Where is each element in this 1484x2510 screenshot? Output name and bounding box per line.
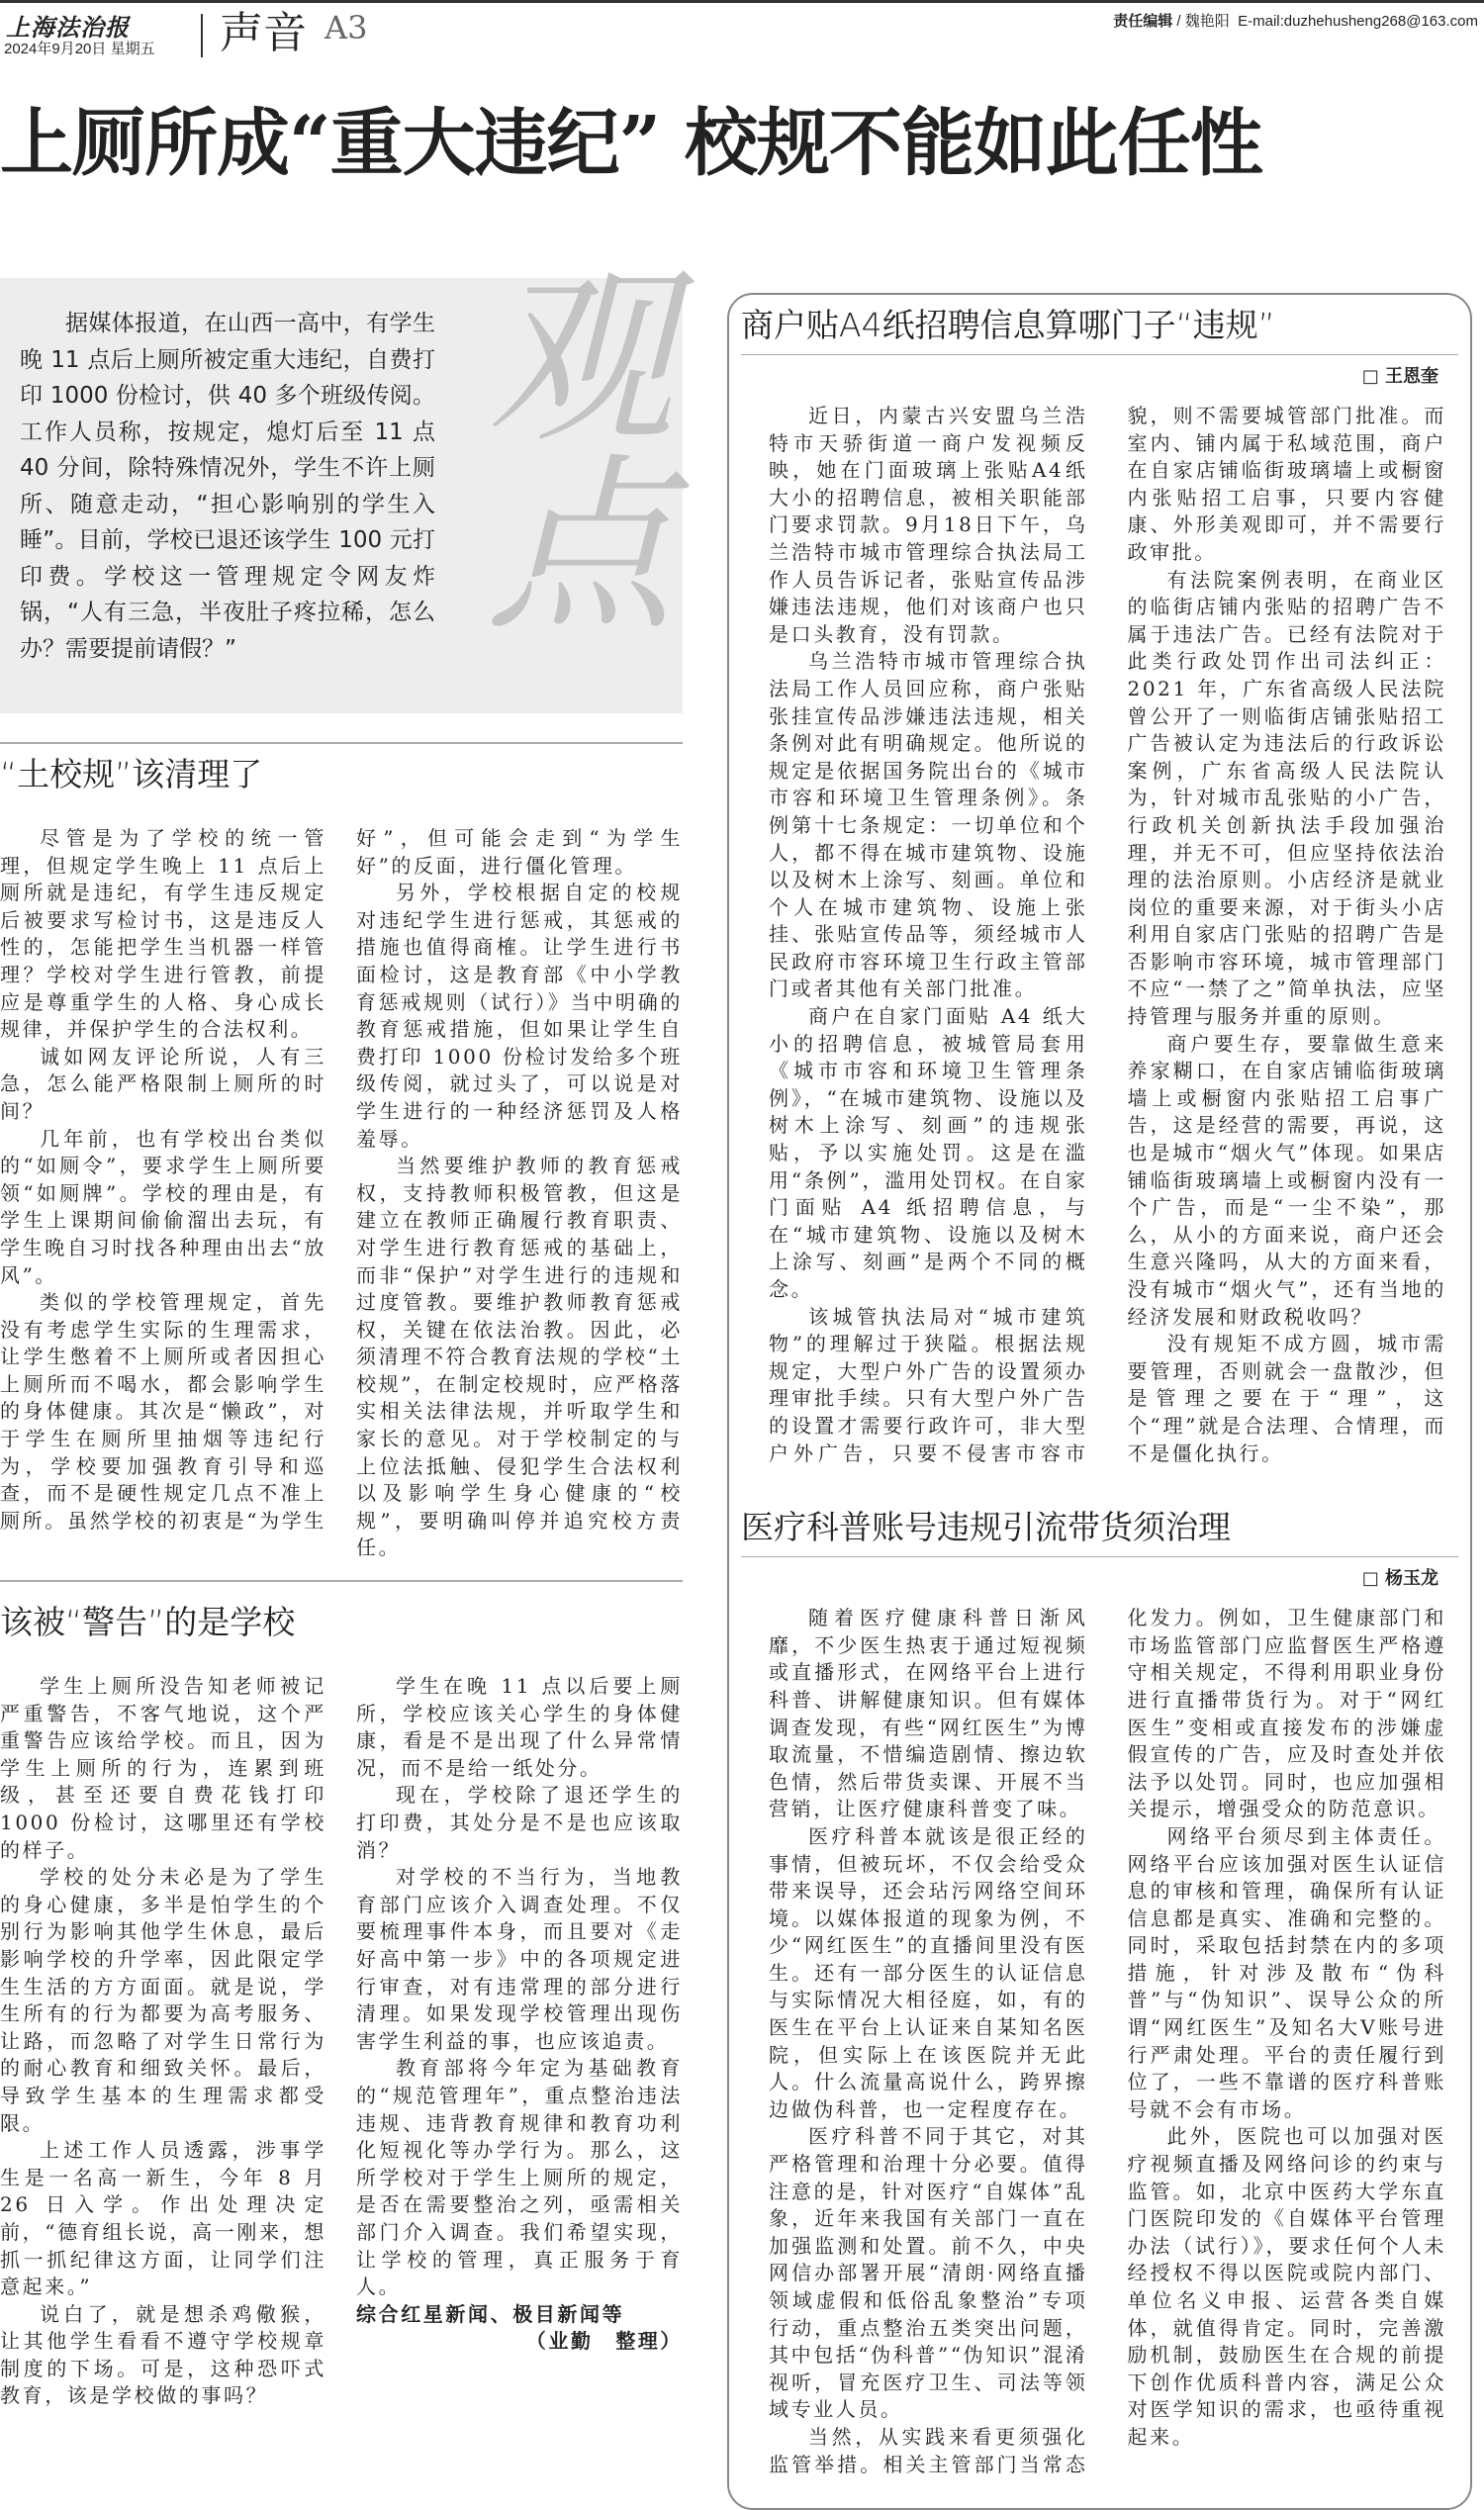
page-number: A3	[325, 9, 368, 46]
left-column	[0, 258, 683, 2410]
article-author: □ 王恩奎	[1361, 366, 1438, 387]
intro-box	[0, 258, 683, 713]
paragraph: 另外，学校根据自定的校规对违纪学生进行惩戒，其惩戒的措施也值得商榷。让学生进行书面检讨，这是教育部《中小学教育惩戒规则（试行）》当中明确的教育惩戒措施，但如果让学生自费打印 1000 份检讨发给多个班级传阅，就过头了，可以说是对学生进行的一种经济惩罚及人格羞辱。	[356, 881, 683, 1151]
paragraph: 现在，学校除了退还学生的打印费，其处分是不是也应该取消？	[356, 1783, 683, 1862]
article-title: 商户贴A4纸招聘信息算哪门子“违规”	[741, 306, 1275, 344]
paragraph: 说白了，就是想杀鸡儆猴，让其他学生看看不遵守学校规章制度的下场。可是，这种恐吓式教育，该是学校做的事吗？	[0, 2301, 326, 2408]
paragraph: 当然要维护教师的教育惩戒权，支持教师积极管教，但这是建立在教师正确履行教育职责、对学生进行教育惩戒的基础上，而非“保护”对学生进行的违规和过度管教。要维护教师教育惩戒权，关键在依法治教。因此，必须清理不符合教育法规的学校“土校规”，在制定校规时，应严格落实相关法律法规，并听取学生和家长的意见。对于学校制定的与上位法抵触、侵犯学生合法权利以及影响学生身心健康的“校规”，要明确叫停并追究校方责任。	[356, 1154, 683, 1560]
article-body	[0, 1673, 683, 2410]
editor-label: 责任编辑	[1113, 13, 1173, 30]
header-divider	[201, 14, 203, 57]
paragraph: 尽管是为了学校的统一管理，但规定学生晚上 11 点后上厕所就是违纪，有学生违反规定后被要求写检讨书，这是违反人性的，怎能把学生当机器一样管理？学校对学生进行管教，前提应是尊重学生的人格、身心成长规律，并保护学生的合法权利。	[0, 826, 326, 1042]
paragraph: 乌兰浩特市城市管理综合执法局工作人员回应称，商户张贴张挂宣传品涉嫌违法违规，相关条例对此有明确规定。他所说的规定是依据国务院出台的《城市市容和环境卫生管理条例》。条例第十七条规定：一切单位和个人，都不得在城市建筑物、设施以及树木上涂写、刻画。单位和个人在城市建筑物、设施上张挂、张贴宣传品等，须经城市人民政府市容环境卫生行政主管部门或者其他有关部门批准。	[769, 649, 1088, 1001]
article-author: □ 杨玉龙	[1361, 1568, 1438, 1590]
top-rule	[0, 0, 1484, 3]
article-title: “土校规”该清理了	[0, 755, 263, 793]
paragraph: 上述工作人员透露，涉事学生是一名高一新生，今年 8 月 26 日入学。作出处理决定前，“德育组长说，高一刚来，想抓一抓纪律这方面，让同学们注意起来。”	[0, 2138, 326, 2299]
editor-name: / 魏艳阳	[1176, 13, 1230, 30]
paragraph: 几年前，也有学校出台类似的“如厕令”，要求学生上厕所要领“如厕牌”。学校的理由是，有学生上课期间偷偷溜出去玩，有学生晚自习时找各种理由出去“放风”。	[0, 1126, 326, 1287]
divider	[741, 1556, 1458, 1557]
article-body	[769, 403, 1446, 1467]
editor-info	[1113, 10, 1478, 31]
paragraph: 对学校的不当行为，当地教育部门应该介入调查处理。不仅要梳理事件本身，而且要对《走好高中第一步》中的各项规定进行审查，对有违常理的部分进行清理。如果发现学校管理出现伤害学生利益的事，也应该追责。	[356, 1865, 683, 2053]
paragraph: 医疗科普不同于其它，对其严格管理和治理十分必要。值得注意的是，针对医疗“自媒体”乱象，近年来我国有关部门一直在加强监测和处置。前不久，中央网信办部署开展“清朗·网络直播领域虚假和低俗乱象整治”专项行动，重点整治五类突出问题，其中包括“伪科普”“伪知识”混淆视听，冒充医疗卫生、司法等领域专业人员。	[769, 2124, 1088, 2422]
paragraph: 商户要生存，要靠做生意来养家糊口，在自家店铺临街玻璃墙上或橱窗内张贴招工启事广告，这是经营的需要，再说，这也是城市“烟火气”体现。如果店铺临街玻璃墙上或橱窗内没有一个广告，而是“一尘不染”，那么，从小的方面来说，商户还会生意兴隆吗，从大的方面来看，没有城市“烟火气”，还有当地的经济发展和财政税收吗？	[1127, 1031, 1446, 1329]
article-title: 医疗科普账号违规引流带货须治理	[741, 1508, 1231, 1547]
paragraph: 此外，医院也可以加强对医疗视频直播及网络问诊的约束与监管。如，北京中医药大学东直门医院印发的《自媒体平台管理办法（试行）》，要求任何个人未经授权不得以医院或院内部门、单位名义申报、运营各类自媒体，就值得肯定。同时，完善激励机制，鼓励医生在合规的前提下创作优质科普内容，满足公众对医学知识的需求，也亟待重视起来。	[1127, 2124, 1446, 2449]
paragraph: 该城管执法局对“城市建筑物”的理解过于狭隘。根据法规规定，大型户外广告的设置须办理审批手续。只有大型户外广告的设置才需要行政许可，非大型户外广告，只要不侵害市容市貌，则不需要城管部门批准。而室内、铺内属于私域范围，商户在自家店铺临街玻璃墙上或橱窗内张贴招工启事，只要内容健康、外形美观即可，并不需要行政审批。	[769, 404, 1446, 1465]
paragraph: 教育部将今年定为基础教育的“规范管理年”，重点整治违法违规、违背教育规律和教育功利化短视化等办学行为。那么，这所学校对于学生上厕所的规定，是否在需要整治之列，亟需相关部门介入调查。我们希望实现，让学校的管理，真正服务于育人。	[356, 2056, 683, 2299]
article-organizer: （业勤 整理）	[525, 2329, 683, 2354]
opinion-calligraphy-label: 观点	[455, 258, 674, 634]
editor-email: E-mail:duzhehusheng268@163.com	[1238, 13, 1478, 30]
section-name: 声音	[220, 8, 307, 58]
article-source: 综合红星新闻、极目新闻等	[356, 2301, 625, 2326]
paragraph: 随着医疗健康科普日渐风靡，不少医生热衷于通过短视频或直播形式，在网络平台上进行科普、讲解健康知识。但有媒体调查发现，有些“网红医生”为博取流量，不惜编造剧情、擦边软色情，然后带货卖课、开展不当营销，让医疗健康科普变了味。	[769, 1606, 1088, 1821]
article-body	[0, 825, 683, 1562]
divider	[0, 1580, 683, 1582]
paragraph: 没有规矩不成方圆，城市需要管理，否则就会一盘散沙，但是管理之要在于“理”，这个“理”就是合法理、合情理，而不是僵化执行。	[1127, 1332, 1446, 1465]
paragraph: 医疗科普本就该是很正经的事情，但被玩坏，不仅会给受众带来误导，还会玷污网络空间环境。以媒体报道的现象为例，不少“网红医生”的直播间里没有医生。还有一部分医生的认证信息与实际情况大相径庭，如，有的医生在平台上认证来自某知名医院，但实际上在该医院并无此人。什么流量高说什么，跨界擦边做伪科普，也一定程度存在。	[769, 1823, 1088, 2121]
divider	[741, 354, 1458, 355]
paragraph: 类似的学校管理规定，首先没有考虑学生实际的生理需求，让学生憋着不上厕所或者因担心上厕所而不喝水，都会影响学生的身体健康。其次是“懒政”，对于学生在厕所里抽烟等违纪行为，学校要加强教育引导和巡查，而不是硬性规定几点不准上厕所。虽然学校的初衷是“为学生好”，但可能会走到“为学生好”的反面，进行僵化管理。	[0, 826, 683, 1533]
right-article-frame	[727, 293, 1472, 2510]
paragraph: 学生在晚 11 点以后要上厕所，学校应该关心学生的身体健康，看是不是出现了什么异常情况，而不是给一纸处分。	[356, 1674, 683, 1780]
paragraph: 学校的处分未必是为了学生的身心健康，多半是怕学生的个别行为影响其他学生休息，最后影响学校的升学率，因此限定学生生活的方方面面。就是说，学生所有的行为都要为高考服务、让路，而忽略了对学生日常行为的耐心教育和细致关怀。最后，导致学生基本的生理需求都受限。	[0, 1865, 326, 2135]
issue-date: 2024年9月20日 星期五	[4, 41, 155, 57]
article-body	[769, 1605, 1446, 2478]
paragraph: 商户在自家门面贴 A4 纸大小的招聘信息，被城管局套用《城市市容和环境卫生管理条例》，“在城市建筑物、设施以及树木上涂写、刻画”的违规张贴，予以实施处罚。这是在滥用“条例”，滥用处罚权。在自家门面贴 A4 纸招聘信息，与在“城市建筑物、设施以及树木上涂写、刻画”是两个不同的概念。	[769, 1004, 1088, 1301]
divider	[0, 742, 683, 744]
page-headline: 上厕所成“重大违纪” 校规不能如此任性	[0, 101, 1262, 186]
paragraph: 网络平台须尽到主体责任。网络平台应该加强对医生认证信息的审核和管理，确保所有认证信息都是真实、准确和完整的。同时，采取包括封禁在内的多项措施，针对涉及散布“伪科普”与“伪知识”、误导公众的所谓“网红医生”及知名大V账号进行严肃处理。平台的责任履行到位了，一些不靠谱的医疗科普账号就不会有市场。	[1127, 1823, 1446, 2121]
newspaper-logo: 上海法治报	[6, 13, 130, 42]
paragraph: 近日，内蒙古兴安盟乌兰浩特市天骄街道一商户发视频反映，她在门面玻璃上张贴A4纸大小的招聘信息，被相关职能部门要求罚款。9月18日下午，乌兰浩特市城市管理综合执法局工作人员告诉记者，张贴宣传品涉嫌违法违规，他们对该商户也只是口头教育，没有罚款。	[769, 404, 1088, 646]
article-title: 该被“警告”的是学校	[0, 1603, 296, 1642]
paragraph: 诚如网友评论所说，人有三急，怎么能严格限制上厕所的时间？	[0, 1044, 326, 1123]
paragraph: 当然，从实践来看更须强化监管举措。相关主管部门当常态化发力。例如，卫生健康部门和市场监管部门应监督医生严格遵守相关规定，不得利用职业身份进行直播带货行为。对于“网红医生”变相或直接发布的涉嫌虚假宣传的广告，应及时查处并依法予以处罚。同时，也应加强相关提示，增强受众的防范意识。	[769, 1606, 1446, 2476]
intro-text: 据媒体报道，在山西一高中，有学生晚 11 点后上厕所被定重大违纪，自费打印 1000 份检讨，供 40 多个班级传阅。工作人员称，按规定，熄灯后至 11 点 40 分间，除特殊情况外，学生不许上厕所、随意走动，“担心影响别的学生入睡”。目前，学校已退还该学生 100 元打印费。学校这一管理规定令网友炸锅，“人有三急，半夜肚子疼拉稀，怎么办？需要提前请假？”	[20, 311, 435, 662]
paragraph: 学生上厕所没告知老师被记严重警告，不客气地说，这个严重警告应该给学校。而且，因为学生上厕所的行为，连累到班级，甚至还要自费花钱打印 1000 份检讨，这哪里还有学校的样子。	[0, 1674, 326, 1862]
paragraph: 有法院案例表明，在商业区的临街店铺内张贴的招聘广告不属于违法广告。已经有法院对于此类行政处罚作出司法纠正：2021 年，广东省高级人民法院曾公开了一则临街店铺张贴招工广告被认定为违法后的行政诉讼案例，广东省高级人民法院认为，针对城市乱张贴的小广告，行政机关创新执法手段加强治理，并无不可，但应坚持依法治理的法治原则。小店经济是就业岗位的重要来源，对于街头小店利用自家店门张贴的招聘广告是否影响市容环境，城市管理部门不应“一禁了之”简单执法，应坚持管理与服务并重的原则。	[1127, 567, 1446, 1029]
